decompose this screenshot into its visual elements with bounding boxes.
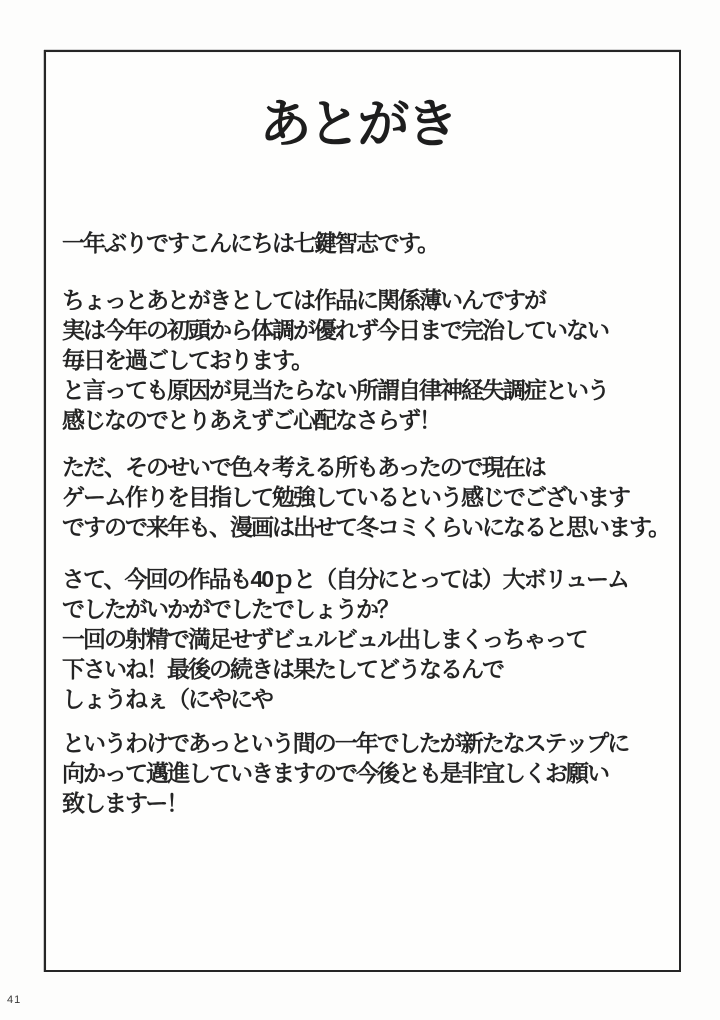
paragraph-health — [62, 285, 674, 435]
paragraph-future-plans — [62, 452, 674, 542]
page-number: 41 — [7, 994, 22, 1006]
afterword-body-text — [62, 228, 674, 818]
text-line: 毎日を過ごしております。 — [62, 347, 313, 373]
text-line: 実は今年の初頭から体調が優れず今日まで完治していない — [62, 317, 608, 343]
text-line: でしたがいかがでしたでしょうか？ — [62, 596, 398, 622]
text-line: ですので来年も、漫画は出せて冬コミくらいになると思います。 — [62, 514, 670, 540]
text-line: 向かって邁進していきますので今後とも是非宜しくお願い — [62, 760, 608, 786]
text-line: というわけであっという間の一年でしたが新たなステップに — [62, 730, 629, 756]
paragraph-about-work — [62, 564, 674, 714]
afterword-border-frame — [44, 50, 681, 972]
text-line: 一回の射精で満足せずビュルビュル出しまくっちゃって — [62, 626, 587, 652]
text-line: しょうねぇ（にやにや — [62, 686, 272, 712]
paragraph-greeting — [62, 228, 674, 258]
text-line: 致しますー！ — [62, 790, 188, 816]
page-title: あとがき — [259, 97, 456, 154]
text-line: と言っても原因が見当たらない所謂自律神経失調症という — [62, 377, 608, 403]
paragraph-closing — [62, 728, 674, 818]
text-line: 下さいね！最後の続きは果たしてどうなるんで — [62, 656, 503, 682]
text-line: ただ、そのせいで色々考える所もあったので現在は — [62, 454, 545, 480]
text-line: ちょっとあとがきとしては作品に関係薄いんですが — [62, 287, 545, 313]
text-line: 一年ぶりですこんにちは七鍵智志です。 — [62, 230, 439, 256]
text-line: 感じなのでとりあえずご心配なさらず！ — [62, 407, 440, 433]
text-line: さて、今回の作品も40ｐと（自分にとっては）大ボリューム — [62, 566, 628, 592]
text-line: ゲーム作りを目指して勉強しているという感じでございます — [62, 484, 629, 510]
